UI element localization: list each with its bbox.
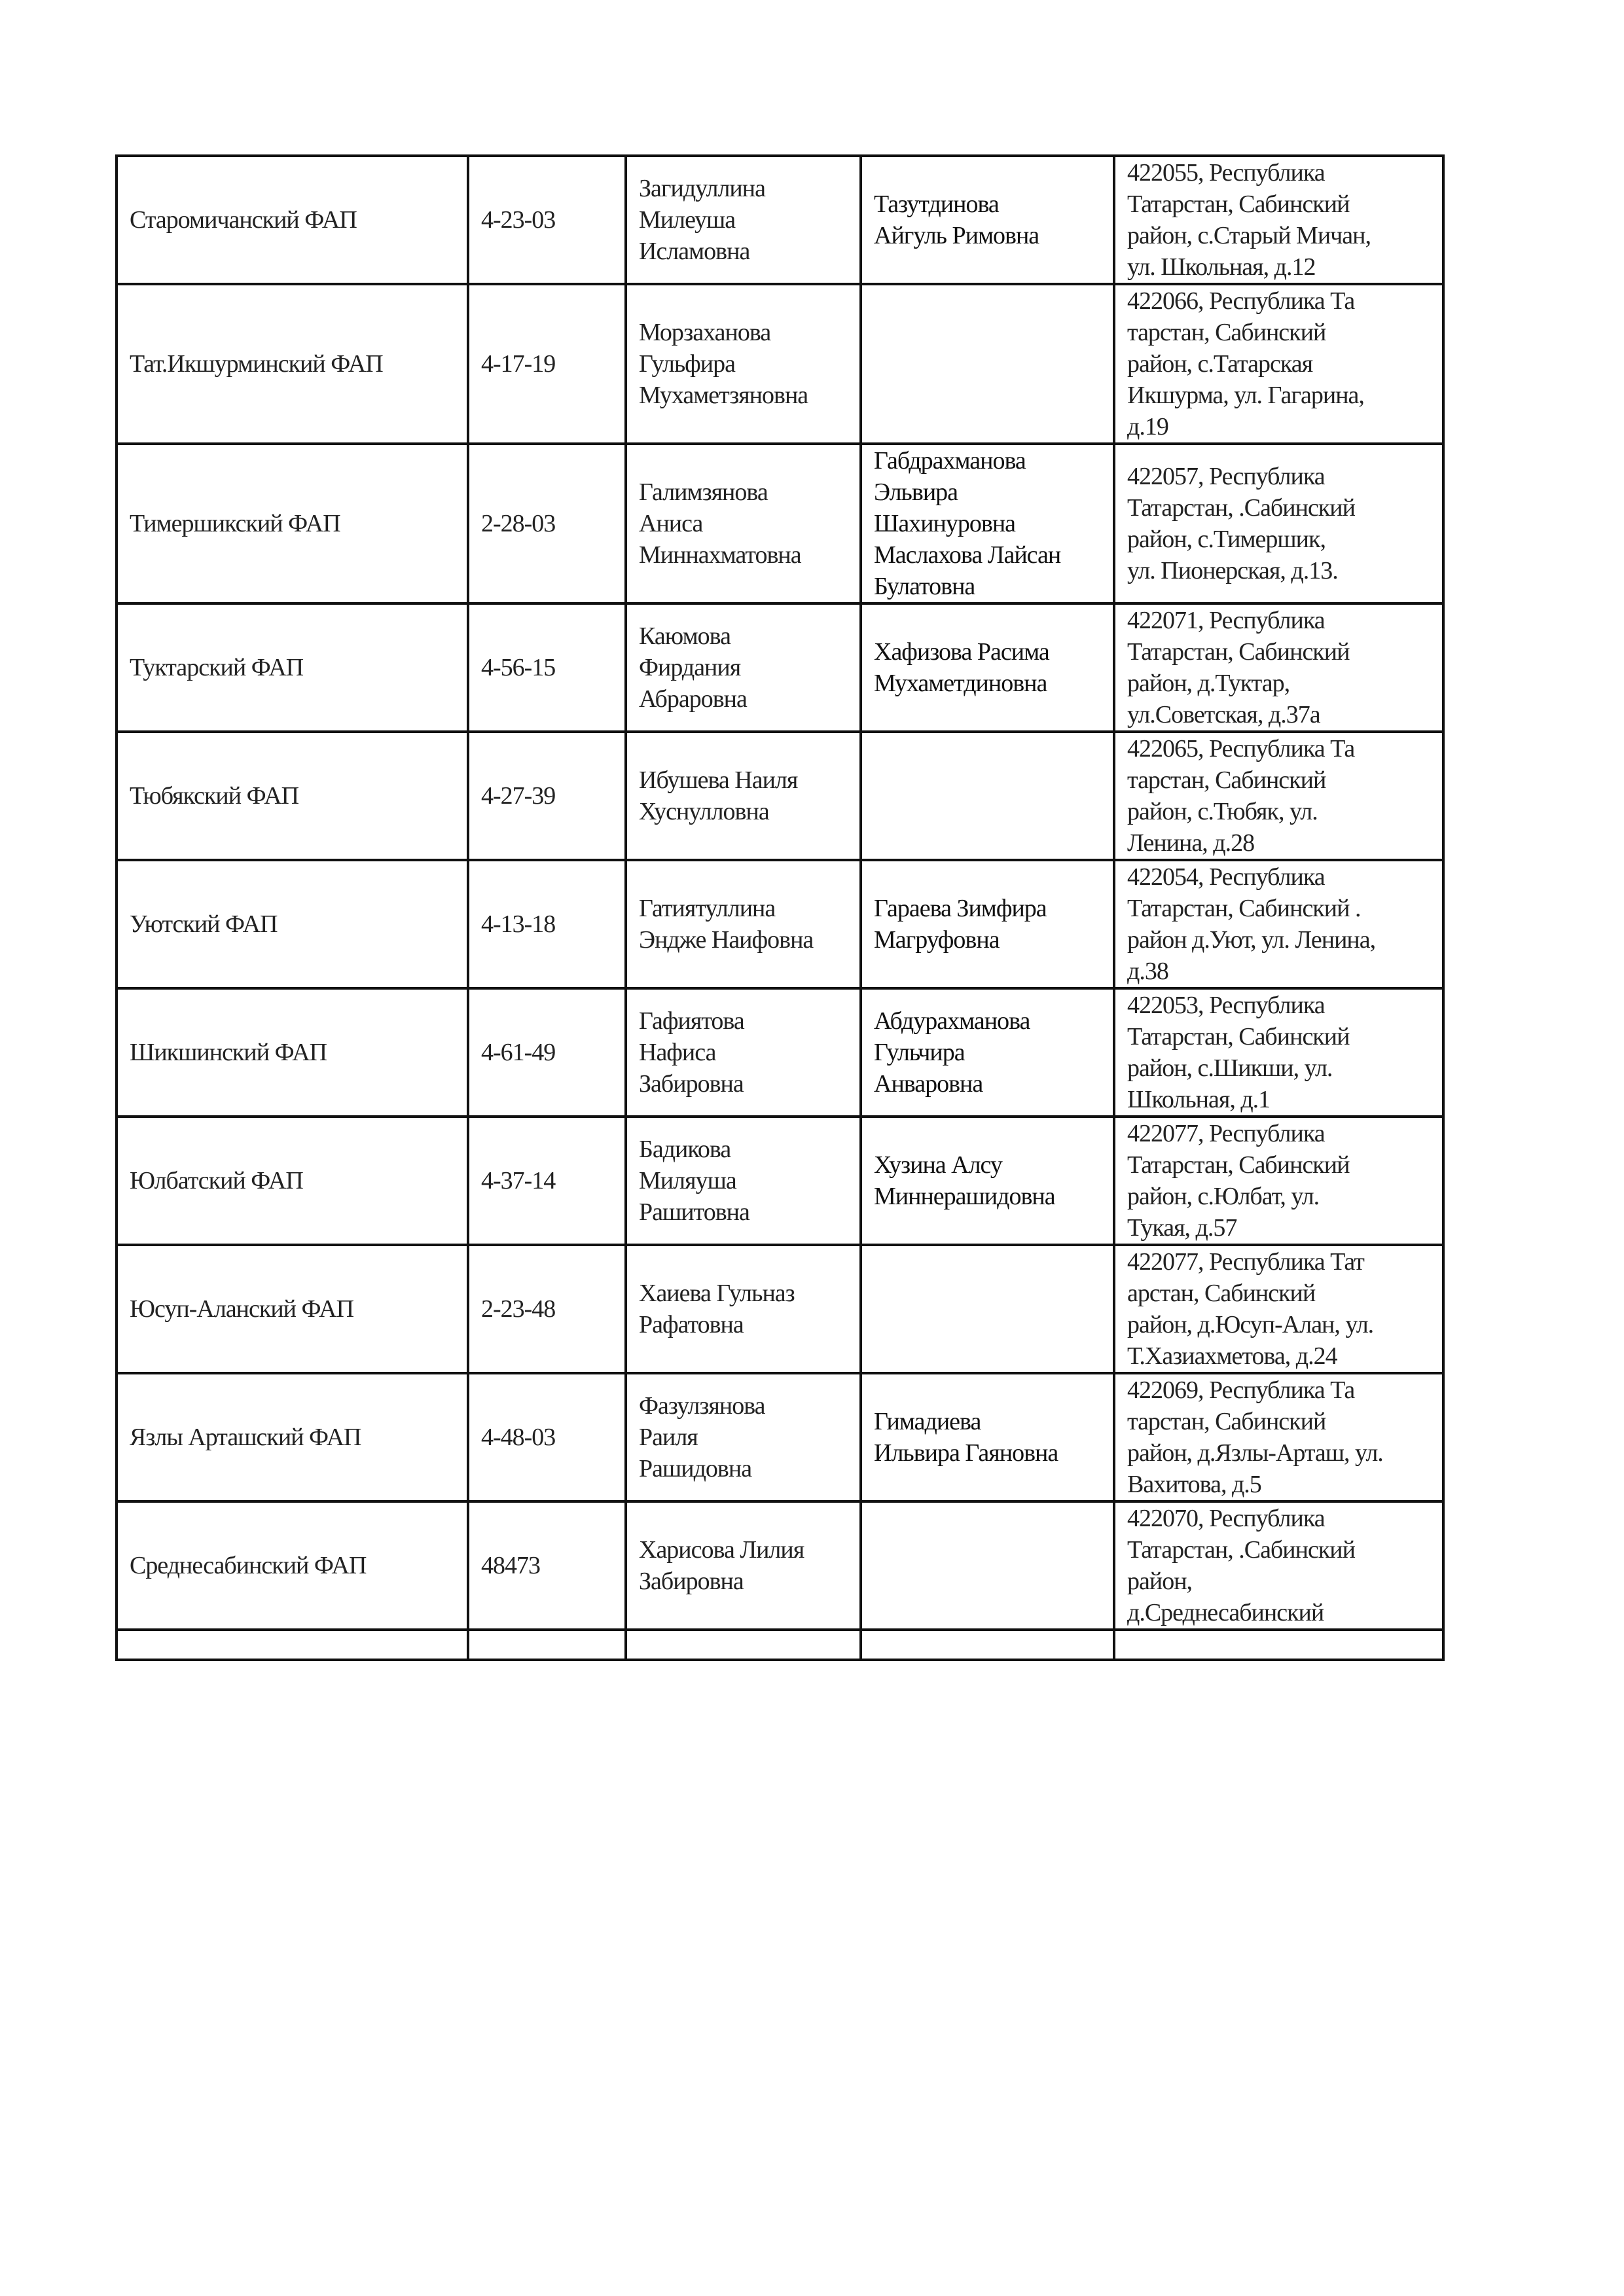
cell-head — [626, 444, 861, 603]
staff-name-line: Миннерашидовна — [874, 1183, 1055, 1210]
cell-phone — [468, 1501, 626, 1630]
cell-head — [626, 1501, 861, 1630]
head-name-line: Каюмова — [639, 622, 731, 650]
address-line: Татарстан, .Сабинский — [1127, 494, 1355, 522]
cell-phone — [468, 156, 626, 284]
head-name-line: Ибушева Наиля — [639, 766, 798, 794]
cell-phone — [468, 1245, 626, 1373]
cell-head — [626, 1245, 861, 1373]
cell-phone — [468, 732, 626, 860]
table-row — [117, 1373, 1443, 1501]
fap-name: Язлы Арташский ФАП — [130, 1424, 361, 1451]
head-name-line: Эндже Наифовна — [639, 926, 814, 954]
address-line: 422077, Республика — [1127, 1120, 1325, 1147]
address-line: Т.Хазиахметова, д.24 — [1127, 1342, 1337, 1370]
address-line: Татарстан, Сабинский — [1127, 1023, 1350, 1050]
fap-name: Среднесабинский ФАП — [130, 1552, 367, 1579]
staff-name-line: Гимадиева — [874, 1408, 981, 1435]
cell-fap-name — [117, 1117, 468, 1245]
fap-name: Туктарский ФАП — [130, 654, 304, 681]
phone-number: 2-28-03 — [481, 510, 556, 537]
address-line: район, с.Тюбяк, ул. — [1127, 798, 1318, 825]
head-name-line: Аниса — [639, 510, 703, 537]
cell-fap-name — [117, 1501, 468, 1630]
cell-phone — [468, 1117, 626, 1245]
head-name-line: Морзаханова — [639, 319, 771, 346]
phone-number: 48473 — [481, 1552, 540, 1579]
cell-fap-name — [117, 988, 468, 1117]
cell-address — [1114, 732, 1443, 860]
staff-name-line: Тазутдинова — [874, 190, 999, 218]
table-row — [117, 732, 1443, 860]
cell-head — [626, 1117, 861, 1245]
fap-name: Тимершикский ФАП — [130, 510, 340, 537]
address-line: д.38 — [1127, 958, 1168, 985]
head-name-line: Миннахматовна — [639, 541, 801, 569]
head-name-line: Гульфира — [639, 350, 735, 378]
cell-address — [1114, 1501, 1443, 1630]
cell-address — [1114, 1117, 1443, 1245]
head-name-line: Галимзянова — [639, 478, 768, 506]
head-name-line: Рашидовна — [639, 1455, 752, 1482]
cell-address — [1114, 156, 1443, 284]
staff-name-line: Магруфовна — [874, 926, 1000, 954]
phone-number: 4-13-18 — [481, 910, 556, 938]
fap-name: Тат.Икшурминский ФАП — [130, 350, 383, 378]
fap-name: Юсуп-Аланский ФАП — [130, 1295, 354, 1323]
address-line: 422077, Республика Тат — [1127, 1248, 1364, 1276]
phone-number: 4-23-03 — [481, 206, 556, 234]
address-line: Икшурма, ул. Гагарина, — [1127, 382, 1364, 409]
address-line: д.Среднесабинский — [1127, 1599, 1324, 1626]
address-line: ул. Школьная, д.12 — [1127, 253, 1316, 281]
address-line: Татарстан, Сабинский — [1127, 1151, 1350, 1179]
staff-name-line: Гараева Зимфира — [874, 895, 1047, 922]
head-name-line: Хаиева Гульназ — [639, 1280, 795, 1307]
staff-name-line: Айгуль Римовна — [874, 222, 1039, 249]
phone-number: 4-27-39 — [481, 782, 556, 810]
phone-number: 4-61-49 — [481, 1039, 556, 1066]
address-line: район, — [1127, 1568, 1193, 1595]
cell-staff — [861, 1245, 1114, 1373]
cell-fap-name — [117, 1373, 468, 1501]
table-row — [117, 988, 1443, 1117]
head-name-line: Рашитовна — [639, 1198, 749, 1226]
table-row — [117, 284, 1443, 444]
head-name-line: Загидуллина — [639, 175, 765, 202]
head-name-line: Милеуша — [639, 206, 736, 234]
cell-address — [1114, 603, 1443, 732]
empty-cell — [117, 1630, 468, 1660]
cell-address — [1114, 1373, 1443, 1501]
phone-number: 4-37-14 — [481, 1167, 556, 1194]
cell-head — [626, 860, 861, 988]
address-line: район, с.Тимершик, — [1127, 526, 1326, 553]
empty-cell — [468, 1630, 626, 1660]
address-line: Вахитова, д.5 — [1127, 1471, 1261, 1498]
cell-head — [626, 284, 861, 444]
cell-fap-name — [117, 603, 468, 732]
cell-address — [1114, 860, 1443, 988]
staff-name-line: Булатовна — [874, 573, 975, 600]
address-line: 422065, Республика Та — [1127, 735, 1355, 762]
fap-name: Уютский ФАП — [130, 910, 278, 938]
staff-name-line: Шахинуровна — [874, 510, 1016, 537]
head-name-line: Исламовна — [639, 238, 750, 265]
table-row — [117, 1117, 1443, 1245]
address-line: Школьная, д.1 — [1127, 1086, 1271, 1113]
address-line: тарстан, Сабинский — [1127, 319, 1326, 346]
head-name-line: Абраровна — [639, 685, 747, 713]
phone-number: 4-56-15 — [481, 654, 556, 681]
cell-staff — [861, 1501, 1114, 1630]
address-line: район, с.Старый Мичан, — [1127, 222, 1371, 249]
table-row — [117, 1501, 1443, 1630]
fap-name: Юлбатский ФАП — [130, 1167, 303, 1194]
staff-name-line: Хафизова Расима — [874, 638, 1049, 666]
head-name-line: Гатиятуллина — [639, 895, 776, 922]
staff-name-line: Мухаметдиновна — [874, 670, 1047, 697]
cell-fap-name — [117, 860, 468, 988]
fap-table — [115, 154, 1445, 1661]
staff-name-line: Анваровна — [874, 1070, 983, 1098]
staff-name-line: Абдурахманова — [874, 1007, 1030, 1035]
cell-fap-name — [117, 732, 468, 860]
fap-name: Шикшинский ФАП — [130, 1039, 327, 1066]
table-row — [117, 603, 1443, 732]
head-name-line: Фазулзянова — [639, 1392, 765, 1420]
phone-number: 4-17-19 — [481, 350, 556, 378]
phone-number: 4-48-03 — [481, 1424, 556, 1451]
head-name-line: Рафатовна — [639, 1311, 744, 1338]
address-line: ул. Пионерская, д.13. — [1127, 557, 1338, 584]
head-name-line: Забировна — [639, 1070, 744, 1098]
cell-fap-name — [117, 284, 468, 444]
cell-head — [626, 732, 861, 860]
address-line: район д.Уют, ул. Ленина, — [1127, 926, 1376, 954]
head-name-line: Хуснулловна — [639, 798, 769, 825]
table-row — [117, 444, 1443, 603]
address-line: 422066, Республика Та — [1127, 287, 1355, 315]
address-line: район, д.Юсуп-Алан, ул. — [1127, 1311, 1374, 1338]
cell-phone — [468, 284, 626, 444]
address-line: район, д.Туктар, — [1127, 670, 1290, 697]
head-name-line: Нафиса — [639, 1039, 716, 1066]
staff-name-line: Хузина Алсу — [874, 1151, 1002, 1179]
address-line: Татарстан, .Сабинский — [1127, 1536, 1355, 1564]
cell-phone — [468, 860, 626, 988]
cell-phone — [468, 1373, 626, 1501]
empty-cell — [1114, 1630, 1443, 1660]
cell-staff — [861, 156, 1114, 284]
address-line: район, с.Юлбат, ул. — [1127, 1183, 1320, 1210]
address-line: Татарстан, Сабинский — [1127, 190, 1350, 218]
head-name-line: Фирдания — [639, 654, 741, 681]
address-line: тарстан, Сабинский — [1127, 1408, 1326, 1435]
fap-table-body — [117, 156, 1443, 1660]
address-line: 422057, Республика — [1127, 463, 1325, 490]
address-line: Ленина, д.28 — [1127, 829, 1255, 857]
staff-name-line: Гульчира — [874, 1039, 965, 1066]
cell-staff — [861, 860, 1114, 988]
head-name-line: Забировна — [639, 1568, 744, 1595]
head-name-line: Мухаметзяновна — [639, 382, 808, 409]
table-row — [117, 1245, 1443, 1373]
empty-cell — [626, 1630, 861, 1660]
address-line: Татарстан, Сабинский . — [1127, 895, 1361, 922]
staff-name-line: Маслахова Лайсан — [874, 541, 1061, 569]
address-line: Татарстан, Сабинский — [1127, 638, 1350, 666]
address-line: д.19 — [1127, 413, 1168, 440]
cell-staff — [861, 284, 1114, 444]
fap-name: Тюбякский ФАП — [130, 782, 299, 810]
address-line: район, д.Язлы-Арташ, ул. — [1127, 1439, 1383, 1467]
cell-staff — [861, 444, 1114, 603]
head-name-line: Бадикова — [639, 1136, 731, 1163]
cell-fap-name — [117, 1245, 468, 1373]
cell-staff — [861, 1117, 1114, 1245]
cell-head — [626, 988, 861, 1117]
address-line: тарстан, Сабинский — [1127, 766, 1326, 794]
cell-staff — [861, 1373, 1114, 1501]
address-line: ул.Советская, д.37а — [1127, 701, 1320, 728]
fap-name: Старомичанский ФАП — [130, 206, 357, 234]
cell-head — [626, 603, 861, 732]
cell-staff — [861, 732, 1114, 860]
cell-address — [1114, 1245, 1443, 1373]
cell-address — [1114, 988, 1443, 1117]
cell-fap-name — [117, 156, 468, 284]
address-line: 422070, Республика — [1127, 1505, 1325, 1532]
address-line: 422069, Республика Та — [1127, 1376, 1355, 1404]
address-line: 422055, Республика — [1127, 159, 1325, 187]
head-name-line: Гафиятова — [639, 1007, 744, 1035]
head-name-line: Миляуша — [639, 1167, 736, 1194]
phone-number: 2-23-48 — [481, 1295, 556, 1323]
cell-staff — [861, 603, 1114, 732]
address-line: 422071, Республика — [1127, 607, 1325, 634]
head-name-line: Харисова Лилия — [639, 1536, 804, 1564]
table-row — [117, 860, 1443, 988]
address-line: район, с.Шикши, ул. — [1127, 1054, 1333, 1082]
cell-phone — [468, 988, 626, 1117]
staff-name-line: Габдрахманова — [874, 447, 1026, 475]
cell-head — [626, 156, 861, 284]
cell-staff — [861, 988, 1114, 1117]
cell-address — [1114, 284, 1443, 444]
cell-address — [1114, 444, 1443, 603]
cell-head — [626, 1373, 861, 1501]
address-line: Тукая, д.57 — [1127, 1214, 1237, 1242]
staff-name-line: Эльвира — [874, 478, 958, 506]
address-line: 422054, Республика — [1127, 863, 1325, 891]
head-name-line: Раиля — [639, 1424, 698, 1451]
cell-phone — [468, 444, 626, 603]
address-line: арстан, Сабинский — [1127, 1280, 1316, 1307]
empty-cell — [861, 1630, 1114, 1660]
empty-table-row — [117, 1630, 1443, 1660]
cell-fap-name — [117, 444, 468, 603]
cell-phone — [468, 603, 626, 732]
table-row — [117, 156, 1443, 284]
address-line: 422053, Республика — [1127, 992, 1325, 1019]
staff-name-line: Ильвира Гаяновна — [874, 1439, 1058, 1467]
address-line: район, с.Татарская — [1127, 350, 1313, 378]
